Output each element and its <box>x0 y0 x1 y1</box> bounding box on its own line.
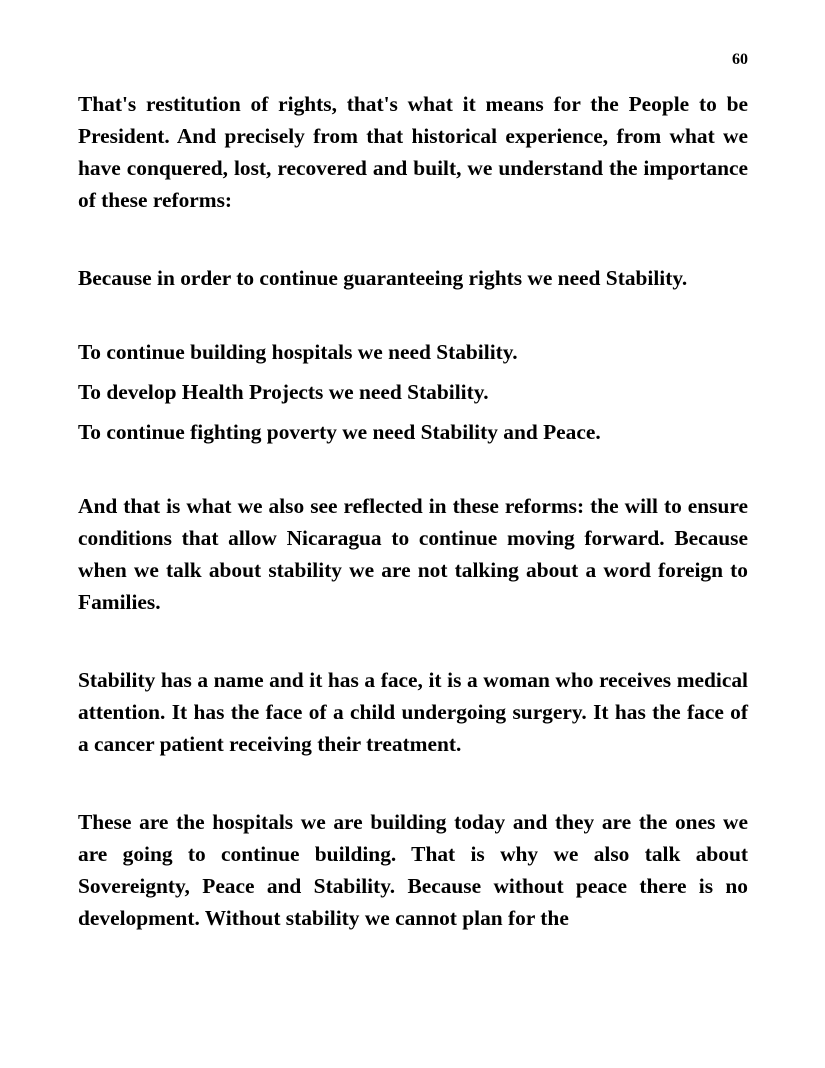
page-number: 60 <box>732 51 748 68</box>
statement-health-projects: To develop Health Projects we need Stability. <box>78 380 489 404</box>
paragraph-reforms: And that is what we also see reflected in these reforms: the will to ensure conditions that allow Nicaragua to continue moving forward. Because when we talk about stability we are not talking about a word foreign to Families. <box>78 494 748 614</box>
paragraph-stability-face: Stability has a name and it has a face, it is a woman who receives medical attention. It has the face of a child undergoing surgery. It has the face of a cancer patient receiving their treatment. <box>78 668 748 756</box>
paragraph-guaranteeing-rights: Because in order to continue guaranteeing rights we need Stability. <box>78 266 688 290</box>
document-body <box>78 88 748 934</box>
statement-hospitals: To continue building hospitals we need Stability. <box>78 340 518 364</box>
statement-poverty: To continue fighting poverty we need Stability and Peace. <box>78 420 601 444</box>
stability-statements <box>78 332 748 452</box>
paragraph-restitution: That's restitution of rights, that's what it means for the People to be President. And precisely from that historical experience, from what we have conquered, lost, recovered and built, we understand the importance of these reforms: <box>78 92 748 212</box>
paragraph-hospitals-building: These are the hospitals we are building today and they are the ones we are going to continue building. That is why we also talk about Sovereignty, Peace and Stability. Because without peace there is no development. Without stability we cannot plan for the <box>78 810 748 930</box>
